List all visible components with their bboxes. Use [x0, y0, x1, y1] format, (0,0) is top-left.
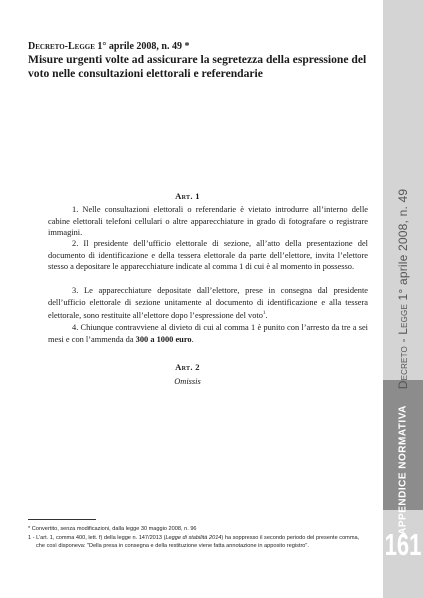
decree-title-prefix: Decreto-Legge	[28, 41, 95, 52]
article-1-paragraph-1: 1. Nelle consultazioni elettorali o referendarie è vietato introdurre all’interno delle cabine elettorali telefoni cellulari o altre apparecchiature in grado di fotografare o registrare immagini.	[48, 205, 368, 237]
page-number: 161	[384, 527, 422, 562]
article-1-heading: Art. 1	[175, 191, 200, 201]
article-2-heading: Art. 2	[175, 362, 200, 372]
article-2-omissis: Omissis	[174, 377, 201, 386]
running-head-vertical: Decreto - Legge 1° aprile 2008, n. 49	[396, 188, 410, 390]
footnote-2: 1 - L’art. 1, comma 400, lett. f) della legge n. 147/2013 (Legge di stabilità 2014) ha soppresso il secondo periodo del presente comma, che così disponeva: "Della presa in consegna e della restituzione viene fatta annotazione in apposito registro".	[28, 534, 360, 549]
footnote-divider	[28, 519, 96, 520]
penalty-amount: 300 a 1000 euro	[135, 334, 192, 344]
footnote-reference-1: 1	[262, 311, 266, 316]
decree-subtitle: Misure urgenti volte ad assicurare la segretezza della espressione del voto nelle consultazioni elettorali e referendarie	[28, 53, 367, 80]
article-1-paragraph-2: 2. Il presidente dell’ufficio elettorale di sezione, all’atto della presentazione del documento di identificazione e della tessera elettorale da parte dell’elettore, invita l’elettore stesso a depositare le apparecchiature indicate al comma 1 di cui è al momento in possesso.	[48, 239, 368, 271]
section-badge: APPENDICE NORMATIVA	[397, 405, 409, 535]
decree-title	[28, 41, 358, 53]
article-1-paragraph-3: 3. Le apparecchiature depositate dall’elettore, prese in consegna dal presidente dell’ufficio elettorale di sezione unitamente al documento di identificazione e alla tessera elettorale, sono restituite all’elettore dopo l’espressione del voto$^1$.	[48, 286, 368, 320]
footnote-1: * Convertito, senza modificazioni, dalla legge 30 maggio 2008, n. 96	[28, 526, 197, 532]
article-1-paragraph-4: 4. Chiunque contravviene al divieto di cui al comma 1 è punito con l’arresto da tre a sei mesi e con l’ammenda da 300 a 1000 euro.	[48, 323, 368, 344]
decree-title-date: 1° aprile 2008, n. 49 *	[94, 41, 190, 52]
paragraph-4-text: 4. Chiunque contravviene al divieto di cui al comma 1 è punito con l’arresto da tre a sei mesi e con l’ammenda da	[48, 323, 368, 344]
footnotes	[28, 525, 360, 551]
paragraph-3-text: 3. Le apparecchiature depositate dall’elettore, prese in consegna dal presidente dell’ufficio elettorale di sezione unitamente al documento di identificazione e alla tessera elettorale, sono restituite all’elettore dopo l’espressione del voto	[48, 286, 368, 320]
